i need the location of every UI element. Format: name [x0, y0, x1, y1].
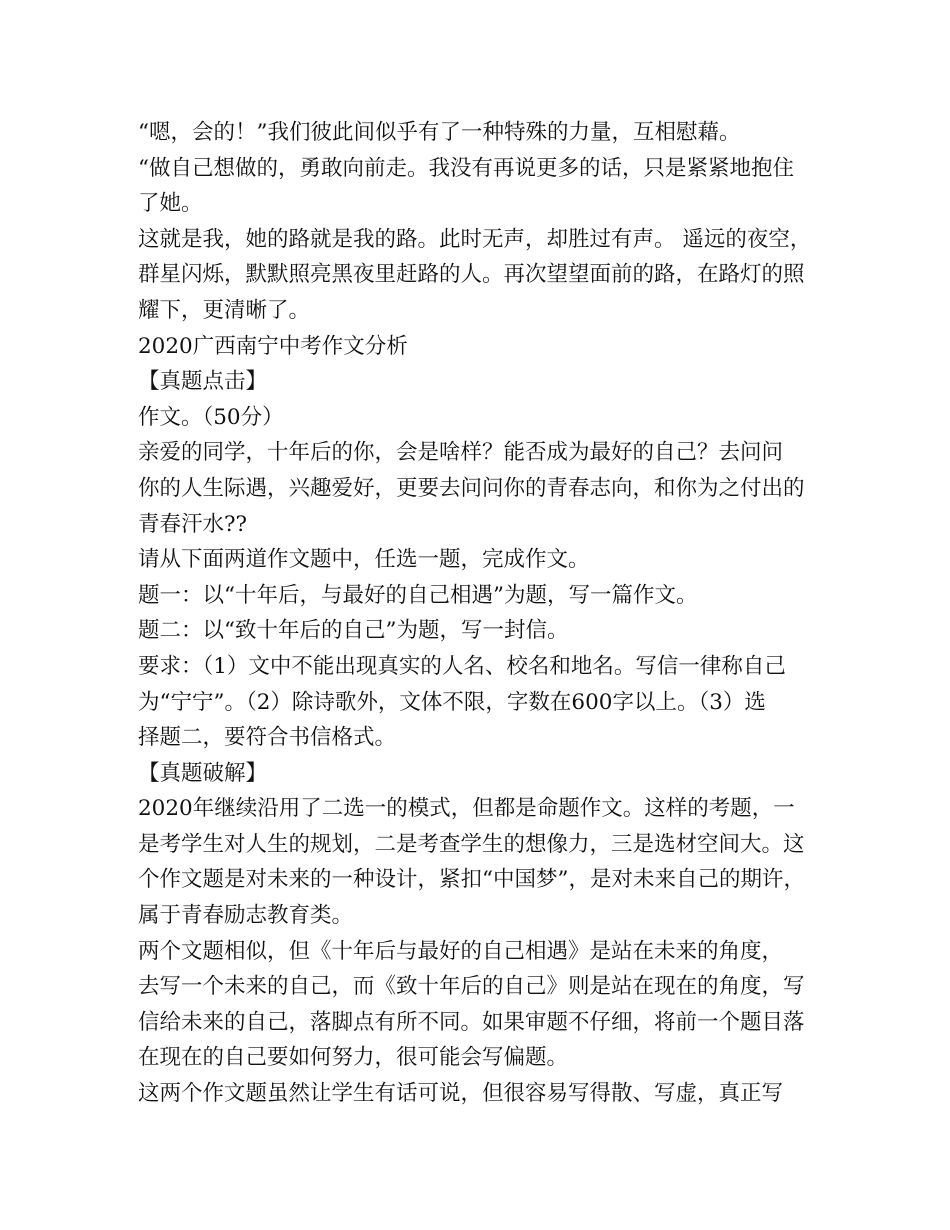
text-line: 耀下，更清晰了。: [138, 297, 311, 323]
subsection-heading: 【真题破解】: [138, 760, 268, 786]
text-line: 群星闪烁，默默照亮黑夜里赶路的人。再次望望面前的路，在路灯的照: [138, 262, 805, 288]
text-line: 了她。: [138, 191, 203, 217]
text-line: “嗯，会的！”我们彼此间似乎有了一种特殊的力量，互相慰藉。: [138, 120, 741, 145]
text-line: 信给未来的自己，落脚点有所不同。如果审题不仔细，将前一个题目落: [138, 1009, 805, 1035]
text-line: 2020年继续沿用了二选一的模式，但都是命题作文。这样的考题，一: [138, 796, 795, 822]
text-line: 作文。（50分）: [138, 404, 284, 430]
text-line: 要求：（1）文中不能出现真实的人名、校名和地名。写信一律称自己: [138, 653, 786, 679]
text-line: 这就是我，她的路就是我的路。此时无声，却胜过有声。 遥远的夜空，: [138, 226, 812, 252]
text-line: 请从下面两道作文题中，任选一题，完成作文。: [138, 547, 590, 573]
text-line: 这两个作文题虽然让学生有话可说，但很容易写得散、写虚，真正写: [138, 1081, 784, 1107]
subsection-heading: 【真题点击】: [138, 369, 268, 395]
section-heading: 2020广西南宁中考作文分析: [138, 333, 408, 359]
text-line: 个作文题是对未来的一种设计，紧扣“中国梦”，是对未来自己的期许，: [138, 867, 805, 893]
text-line: 你的人生际遇，兴趣爱好，更要去问问你的青春志向，和你为之付出的: [138, 475, 805, 501]
text-line: 在现在的自己要如何努力，很可能会写偏题。: [138, 1045, 569, 1071]
text-line: 择题二，要符合书信格式。: [138, 725, 397, 751]
document-text-body: [138, 115, 818, 1112]
text-line: 亲爱的同学，十年后的你，会是啥样？能否成为最好的自己？去问问: [138, 440, 784, 466]
text-line: 去写一个未来的自己，而《致十年后的自己》则是站在现在的角度，写: [138, 974, 805, 1000]
text-line: 两个文题相似，但《十年后与最好的自己相遇》是站在未来的角度，: [138, 938, 784, 964]
text-line: 是考学生对人生的规划，二是考查学生的想像力，三是选材空间大。这: [138, 831, 805, 857]
text-line: 属于青春励志教育类。: [138, 903, 354, 929]
text-line: “做自己想做的，勇敢向前走。我没有再说更多的话，只是紧紧地抱住: [138, 155, 794, 181]
text-line: 题一：以“十年后，与最好的自己相遇”为题，写一篇作文。: [138, 582, 698, 608]
text-line: 为“宁宁”。（2）除诗歌外，文体不限，字数在600字以上。（3）选: [138, 689, 766, 715]
text-line: 青春汗水??: [138, 511, 248, 537]
text-line: 题二：以“致十年后的自己”为题，写一封信。: [138, 618, 569, 644]
